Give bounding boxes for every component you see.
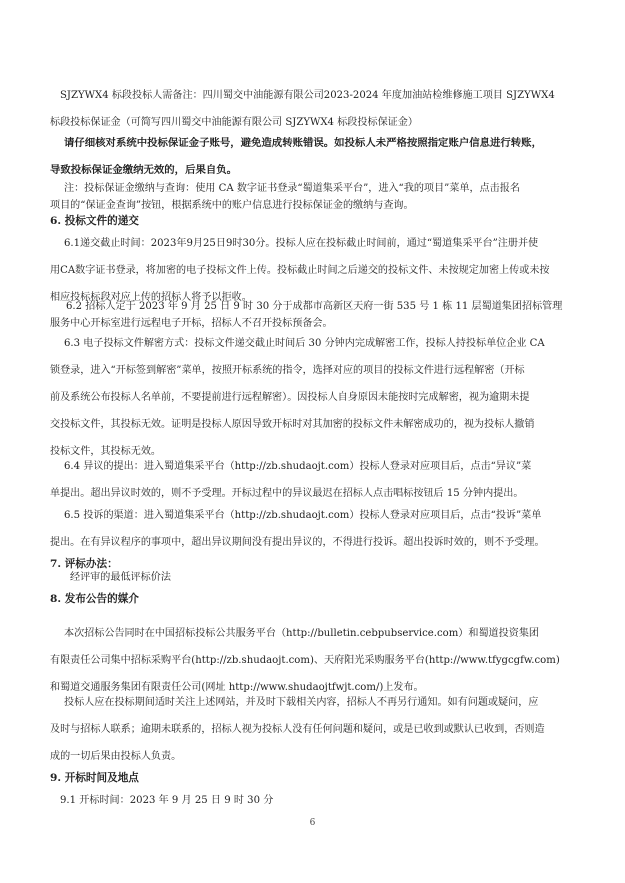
clause-6-3 <box>50 330 585 465</box>
text-line: 6.2 招标人定于 2023 年 9 月 25 日 9 时 30 分于成都市高新区天府一街 535 号 1 栋 11 层蜀道集团招标管理 <box>66 301 563 312</box>
text-line: 项目的“保证金查询”按钮，根据系统中的账户信息进行投标保证金的缴纳与查询。 <box>50 200 414 211</box>
warning-paragraph <box>50 130 585 184</box>
text-line: 交投标文件，其投标无效。证明是投标人原因导致开标时对其加密的投标文件未解密成功的，视为投标人撤销 <box>50 419 535 430</box>
clause-6-2 <box>50 298 585 332</box>
text-line: SJZYWX4 标段投标人需备注：四川蜀交中油能源有限公司2023-2024 年度加油站检维修施工项目 SJZYWX4 <box>60 90 555 101</box>
text-line: 相应投标标段对应上传的招标人将予以拒收。 <box>50 292 252 303</box>
section-6-heading: 6. 投标文件的递交 <box>50 215 139 227</box>
text-line: 投标人应在投标期间适时关注上述网站，并及时下载相关内容，招标人不再另行通知。如有问题或疑问，应 <box>64 697 539 708</box>
text-line: 提出。在有异议程序的事项中，超出异议期间没有提出异议的，不得进行投诉。超出投诉时效的，则不予受理。 <box>50 537 545 548</box>
section-7-heading: 7. 评标办法： <box>50 558 118 570</box>
text-line: 用CA数字证书登录，将加密的电子投标文件上传。投标截止时间之后递交的投标文件、未按规定加密上传或未按 <box>50 265 550 276</box>
deposit-note-paragraph <box>50 82 585 136</box>
notice-paragraph <box>50 689 585 770</box>
text-line: 成的一切后果由投标人负责。 <box>50 751 182 762</box>
text-line: 投标文件，其投标无效。 <box>50 446 162 457</box>
evaluation-method <box>50 569 585 587</box>
page-number: 6 <box>309 818 316 828</box>
section-8-heading: 8. 发布公告的媒介 <box>50 593 139 605</box>
text-line: 注：投标保证金缴纳与查询：使用 CA 数字证书登录“蜀道集采平台”，进入“我的项目”菜单，点击报名 <box>64 183 520 194</box>
text-line: 前及系统公布投标人名单前，不要提前进行远程解密）。因投标人自身原因未能按时完成解密，视为逾期未提 <box>50 392 530 403</box>
text-line: 标段投标保证金（可简写四川蜀交中油能源有限公司 SJZYWX4 标段投标保证金） <box>50 117 418 128</box>
text-line: 经评审的最低评标价法 <box>70 572 171 583</box>
text-line: 6.4 异议的提出：进入蜀道集采平台（http://zb.shudaojt.com）投标人登录对应项目后，点击“异议”菜 <box>64 461 532 472</box>
text-line: 导致投标保证金缴纳无效的，后果自负。 <box>50 164 238 176</box>
clause-9-1 <box>50 792 585 810</box>
text-line: 请仔细核对系统中投标保证金子账号，避免造成转账错误。如投标人未严格按照指定账户信息进行转账， <box>64 137 542 149</box>
text-line: 6.3 电子投标文件解密方式：投标文件递交截止时间后 30 分钟内完成解密工作，投标人持投标单位企业 CA <box>64 338 545 349</box>
text-line: 及时与招标人联系；逾期未联系的，招标人视为投标人没有任何问题和疑问，或是已收到或默认已收到，否则造 <box>50 724 545 735</box>
section-9-heading: 9. 开标时间及地点 <box>50 772 139 784</box>
text-line: 锁登录，进入“开标签到解密”菜单，按照开标系统的指令，选择对应的项目的投标文件进行远程解密（开标 <box>50 365 525 376</box>
text-line: 服务中心开标室进行远程电子开标，招标人不召开投标预备会。 <box>50 318 333 329</box>
clause-6-4 <box>50 453 585 507</box>
text-line: 6.1递交截止时间：2023年9月25日9时30分。投标人应在投标截止时间前，通过“蜀道集采平台”注册并使 <box>64 238 539 249</box>
text-line: 有限责任公司集中招标采购平台(http://zb.shudaojt.com)、天府阳光采购服务平台(http://www.tfygcgfw.com) <box>50 655 560 666</box>
note-paragraph <box>50 180 585 214</box>
text-line: 单提出。超出异议时效的，则不予受理。开标过程中的异议最迟在招标人点击唱标按钮后 15 分钟内提出。 <box>50 488 524 499</box>
text-line: 9.1 开标时间：2023 年 9 月 25 日 9 时 30 分 <box>60 795 274 806</box>
text-line: 和蜀道交通服务集团有限责任公司(网址 http://www.shudaojtfwjt.com/)上发布。 <box>50 682 424 693</box>
text-line: 6.5 投诉的渠道：进入蜀道集采平台（http://zb.shudaojt.com）投标人登录对应项目后，点击“投诉”菜单 <box>64 510 542 521</box>
text-line: 本次招标公告同时在中国招标投标公共服务平台（http://bulletin.cebpubservice.com）和蜀道投资集团 <box>64 628 540 639</box>
clause-6-5 <box>50 502 585 556</box>
